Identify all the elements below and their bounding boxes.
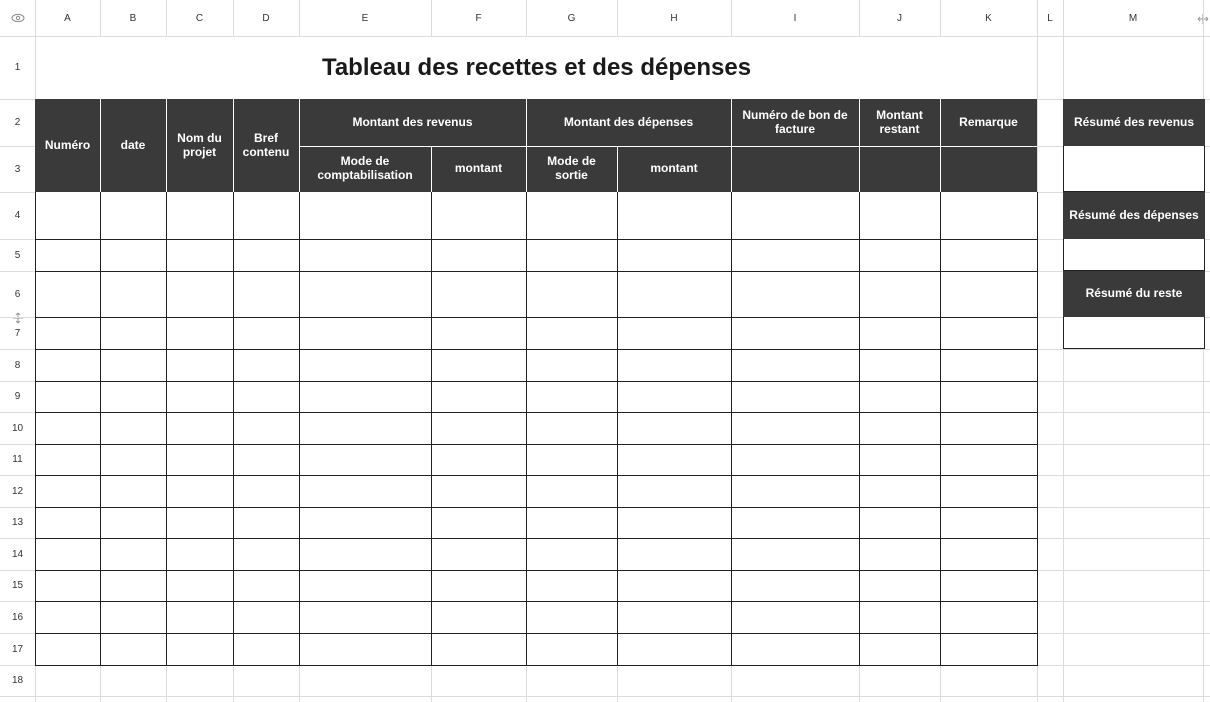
header-divider	[100, 99, 101, 192]
header-remarque[interactable]: Remarque	[940, 99, 1037, 146]
column-header-h[interactable]: H	[670, 12, 678, 24]
eye-icon[interactable]	[0, 0, 35, 36]
table-border	[35, 381, 1038, 382]
header-bref-contenu[interactable]: Bref contenu	[233, 99, 299, 192]
summary-reste-value[interactable]	[1063, 317, 1205, 349]
column-header-m[interactable]: M	[1128, 12, 1138, 24]
row-header-10[interactable]: 10	[11, 422, 24, 434]
header-date[interactable]: date	[100, 99, 166, 192]
table-border	[35, 239, 1038, 240]
row-header-5[interactable]: 5	[14, 249, 21, 261]
table-border	[1037, 192, 1038, 666]
column-header-k[interactable]: K	[985, 12, 992, 24]
table-border	[431, 192, 432, 665]
column-header-g[interactable]: G	[567, 12, 576, 24]
grid-line	[617, 0, 618, 36]
column-header-l[interactable]: L	[1047, 12, 1053, 24]
summary-depenses-value[interactable]	[1063, 239, 1205, 271]
sheet-title: Tableau des recettes et des dépenses	[321, 54, 752, 81]
table-border	[35, 317, 1038, 318]
grid-line	[526, 0, 527, 36]
table-border	[617, 192, 618, 665]
header-mode-comptabilisation[interactable]: Mode de comptabilisation	[299, 146, 431, 192]
table-border	[166, 192, 167, 665]
row-header-16[interactable]: 16	[11, 611, 24, 623]
grid-line	[100, 0, 101, 36]
header-empty-j3[interactable]	[859, 146, 940, 192]
header-montant-depenses[interactable]: Montant des dépenses	[526, 99, 731, 146]
row-header-6[interactable]: 6	[14, 288, 21, 300]
column-header-j[interactable]: J	[897, 12, 902, 24]
row-header-4[interactable]: 4	[14, 210, 21, 221]
header-mode-sortie[interactable]: Mode de sortie	[526, 146, 617, 192]
table-border	[859, 192, 860, 665]
row-header-7[interactable]: 7	[14, 327, 21, 339]
table-border	[35, 665, 1038, 666]
column-header-f[interactable]: F	[475, 12, 482, 24]
row-header-8[interactable]: 8	[14, 359, 21, 371]
header-numero-bon-facture[interactable]: Numéro de bon de facture	[731, 99, 859, 146]
header-empty-i3[interactable]	[731, 146, 859, 192]
header-montant-revenus-sub[interactable]: montant	[431, 146, 526, 192]
table-body[interactable]	[35, 192, 1037, 665]
table-border	[731, 192, 732, 665]
summary-reste-label[interactable]: Résumé du reste	[1063, 271, 1205, 317]
table-border	[35, 538, 1038, 539]
row-header-18[interactable]: 18	[11, 675, 24, 686]
row-header-15[interactable]: 15	[11, 580, 24, 591]
column-header-e[interactable]: E	[361, 12, 369, 24]
row-header-14[interactable]: 14	[11, 548, 24, 560]
header-montant-restant[interactable]: Montant restant	[859, 99, 940, 146]
column-header-b[interactable]: B	[129, 12, 137, 24]
table-border	[526, 192, 527, 665]
header-montant-depenses-sub[interactable]: montant	[617, 146, 731, 192]
table-border	[35, 412, 1038, 413]
row-header-2[interactable]: 2	[14, 117, 21, 128]
row-header-11[interactable]: 11	[12, 454, 23, 465]
row-header-17[interactable]: 17	[11, 643, 24, 655]
row-header-13[interactable]: 13	[11, 517, 24, 528]
grid-line	[299, 0, 300, 36]
table-border	[35, 633, 1038, 634]
header-divider	[617, 146, 618, 192]
table-border	[35, 507, 1038, 508]
column-header-c[interactable]: C	[195, 12, 204, 24]
grid-line	[940, 0, 941, 36]
column-header-d[interactable]: D	[262, 12, 270, 24]
header-empty-k3[interactable]	[940, 146, 1037, 192]
grid-line	[0, 696, 1210, 697]
summary-revenus-value[interactable]	[1063, 146, 1205, 192]
header-divider	[299, 146, 1037, 147]
table-border	[35, 271, 1038, 272]
table-border	[940, 192, 941, 665]
table-border	[35, 192, 36, 665]
header-numero[interactable]: Numéro	[35, 99, 100, 192]
header-nom-projet[interactable]: Nom du projet	[166, 99, 233, 192]
table-border	[233, 192, 234, 665]
table-border	[100, 192, 101, 665]
header-montant-revenus[interactable]: Montant des revenus	[299, 99, 526, 146]
row-header-3[interactable]: 3	[14, 163, 21, 175]
summary-depenses-label[interactable]: Résumé des dépenses	[1063, 192, 1205, 239]
header-divider	[431, 146, 432, 192]
table-border	[299, 192, 300, 665]
grid-line	[859, 0, 860, 36]
summary-revenus-label[interactable]: Résumé des revenus	[1063, 99, 1205, 146]
table-border	[35, 601, 1038, 602]
table-border	[35, 444, 1038, 445]
column-header-a[interactable]: A	[64, 12, 71, 24]
row-header-1[interactable]: 1	[14, 62, 21, 73]
row-header-9[interactable]: 9	[14, 391, 21, 402]
grid-line	[233, 0, 234, 36]
column-header-i[interactable]: I	[793, 12, 797, 24]
table-border	[35, 349, 1038, 350]
header-divider	[233, 99, 234, 192]
row-header-12[interactable]: 12	[11, 485, 24, 497]
table-border	[35, 475, 1038, 476]
header-divider	[166, 99, 167, 192]
grid-line	[731, 0, 732, 36]
grid-line	[431, 0, 432, 36]
table-border	[35, 570, 1038, 571]
grid-line	[166, 0, 167, 36]
